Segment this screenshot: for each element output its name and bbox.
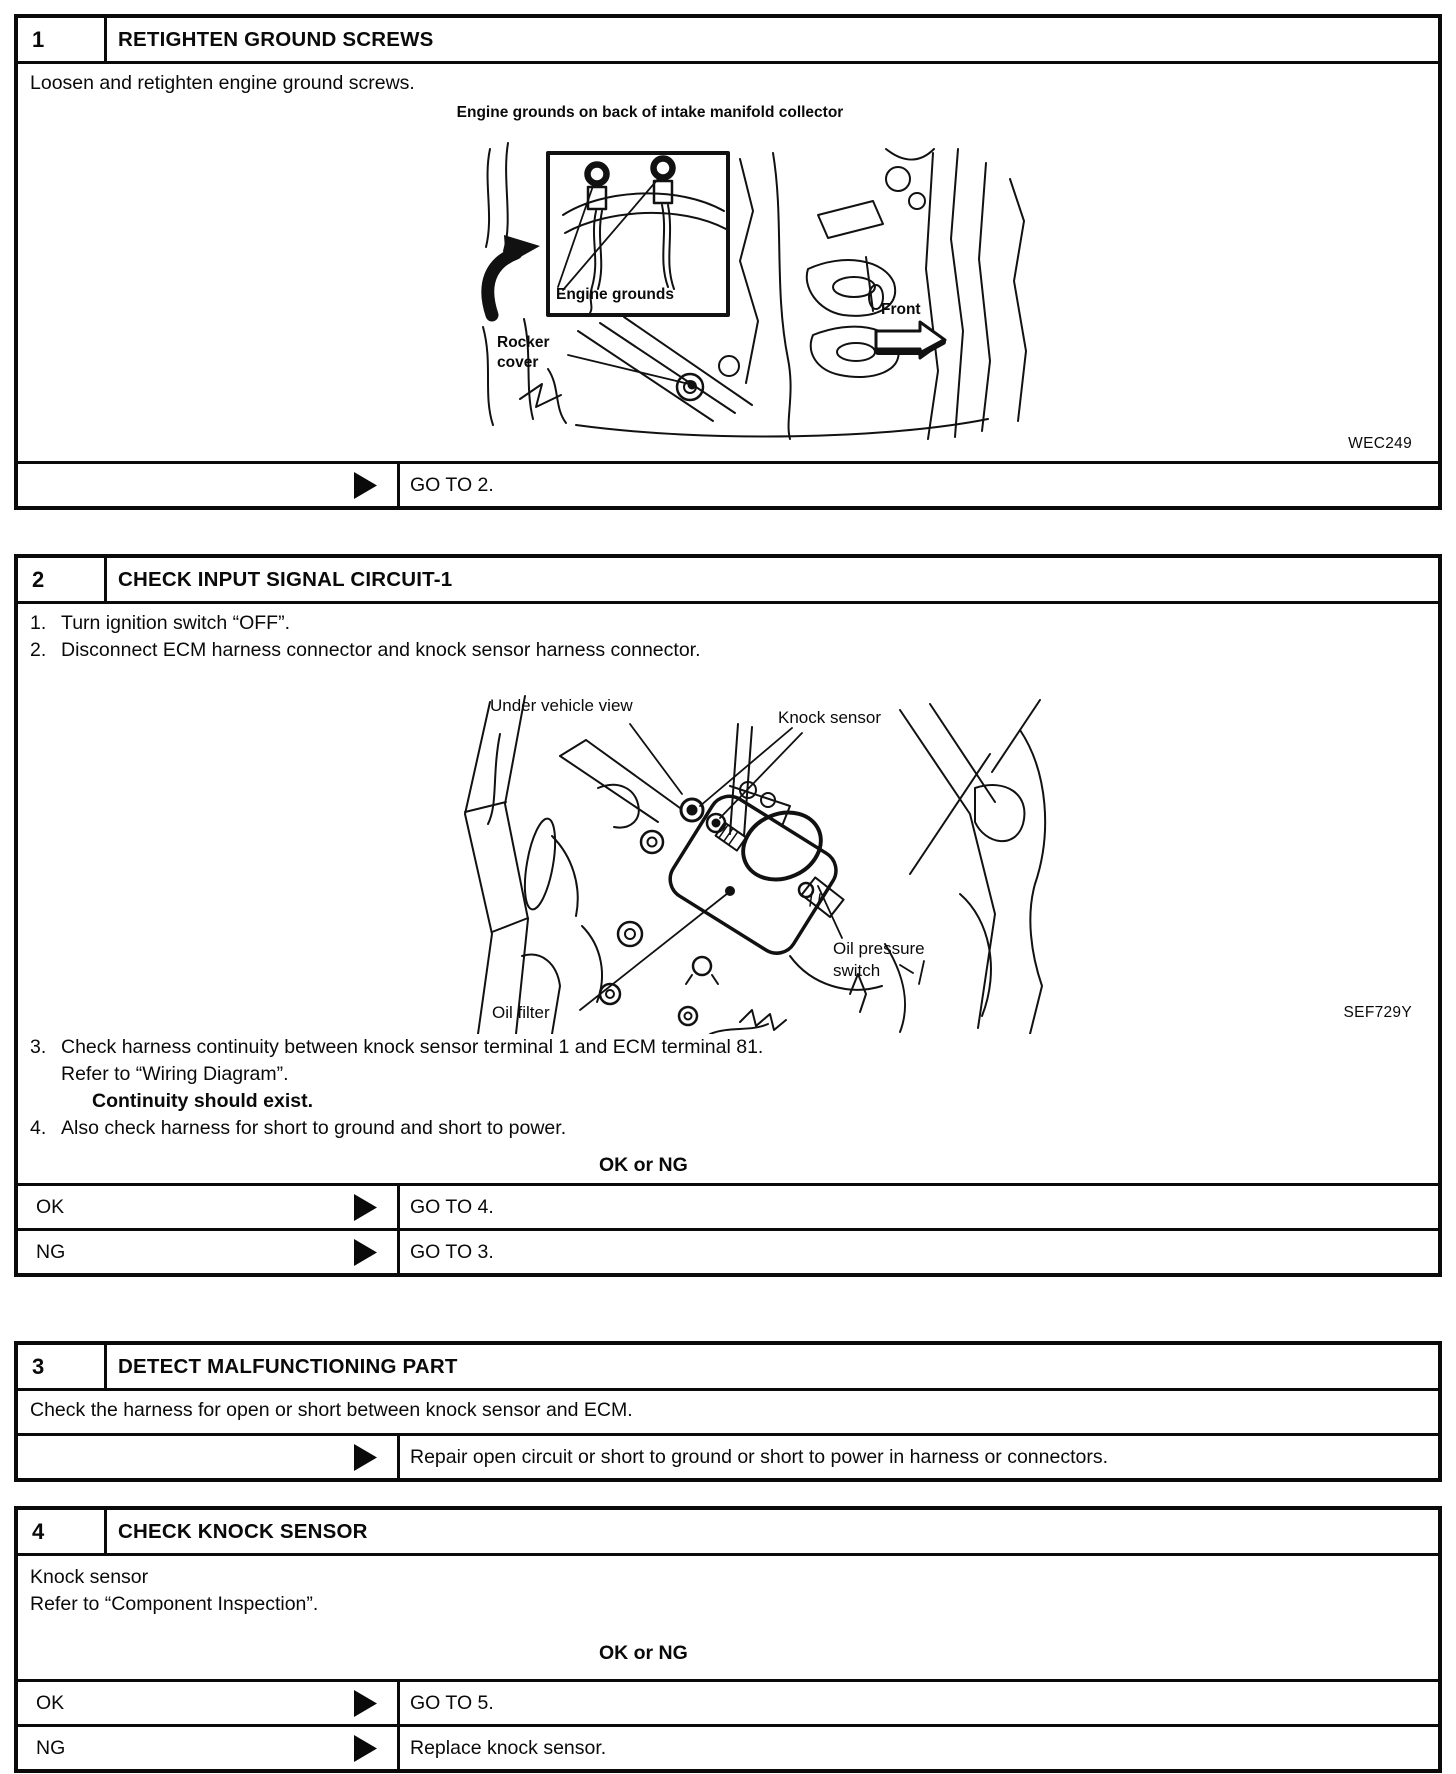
condition-label: OK [36,1195,65,1218]
under-vehicle-view-label: Under vehicle view [490,696,633,715]
result-arrow-icon [354,1239,377,1266]
result-arrow-icon [354,1194,377,1221]
inset-pointer-arrow-icon [488,235,540,315]
procedure-body [18,1556,1438,1679]
figure-code: SEF729Y [1343,1004,1412,1021]
numbered-step: 4. Also check harness for short to ground and short to power. [30,1117,567,1139]
numbered-step: 3. Check harness continuity between knock sensor terminal 1 and ECM terminal 81. [30,1036,764,1058]
action-row-ng [18,1724,1438,1769]
procedure-table-4 [14,1506,1442,1773]
procedure-title: RETIGHTEN GROUND SCREWS [118,27,434,51]
condition-label: NG [36,1736,66,1759]
result-cell: Repair open circuit or short to ground or short to power in harness or connectors. [410,1445,1109,1468]
result-arrow-icon [354,1444,377,1471]
condition-cell [18,1682,400,1724]
procedure-header [18,1345,1438,1391]
result-cell: Replace knock sensor. [410,1736,607,1759]
engine-ground-illustration [428,119,1048,449]
oil-pressure-switch-label: Oil pressure switch [833,939,925,980]
body-text: Knock sensor [30,1566,149,1588]
numbered-step: 2. Disconnect ECM harness connector and knock sensor harness connector. [30,639,701,661]
engine-grounds-label: Engine grounds [556,286,674,303]
step-spec-line: Continuity should exist. [92,1090,314,1112]
procedure-header [18,558,1438,604]
condition-cell [18,1436,400,1478]
procedure-body [18,64,1438,461]
rocker-cover-label: Rocker cover [497,334,550,371]
action-row [18,461,1438,506]
condition-label: OK [36,1691,65,1714]
procedure-body [18,1391,1438,1433]
procedure-body [18,604,1438,1183]
action-row-ok [18,1679,1438,1724]
condition-cell [18,1186,400,1228]
procedure-header [18,1510,1438,1556]
figure-engine-grounds [30,99,1424,457]
figure-code: WEC249 [1348,435,1412,452]
result-arrow-icon [354,1735,377,1762]
procedure-title: CHECK KNOCK SENSOR [118,1519,368,1543]
action-row [18,1433,1438,1478]
procedure-title: CHECK INPUT SIGNAL CIRCUIT-1 [118,567,453,591]
procedure-table-1 [14,14,1442,510]
ok-or-ng-label: OK or NG [598,1154,688,1176]
body-text: Refer to “Component Inspection”. [30,1593,319,1615]
condition-label: NG [36,1240,66,1263]
condition-cell [18,1231,400,1273]
body-text: Check the harness for open or short between knock sensor and ECM. [30,1399,633,1421]
step-number: 4 [18,1510,107,1553]
engine-line-art [428,119,1048,449]
ok-or-ng-label: OK or NG [598,1642,688,1664]
under-vehicle-line-art [430,694,1050,1034]
condition-cell [18,1727,400,1769]
action-row-ok [18,1183,1438,1228]
step-sub-line: Refer to “Wiring Diagram”. [61,1063,289,1085]
front-direction-arrow-icon [876,322,945,358]
result-arrow-icon [354,1690,377,1717]
front-label: Front [881,301,921,318]
result-cell: GO TO 5. [410,1691,494,1714]
figure-under-vehicle [30,694,1424,1034]
numbered-step: 1. Turn ignition switch “OFF”. [30,612,290,634]
result-cell: GO TO 4. [410,1195,494,1218]
step-number: 2 [18,558,107,601]
procedure-table-2 [14,554,1442,1277]
procedure-table-3 [14,1341,1442,1482]
step-number: 1 [18,18,107,61]
result-cell: GO TO 3. [410,1240,494,1263]
oil-filter-label: Oil filter [492,1003,550,1022]
knock-sensor-label: Knock sensor [778,708,881,727]
body-text: Loosen and retighten engine ground screws. [30,72,415,94]
result-arrow-icon [354,472,377,499]
result-cell: GO TO 2. [410,473,494,496]
action-row-ng [18,1228,1438,1273]
step-number: 3 [18,1345,107,1388]
procedure-header [18,18,1438,64]
condition-cell [18,464,400,506]
under-vehicle-illustration [430,694,1050,1034]
procedure-title: DETECT MALFUNCTIONING PART [118,1354,458,1378]
figure-caption: Engine grounds on back of intake manifold collector [456,104,844,121]
